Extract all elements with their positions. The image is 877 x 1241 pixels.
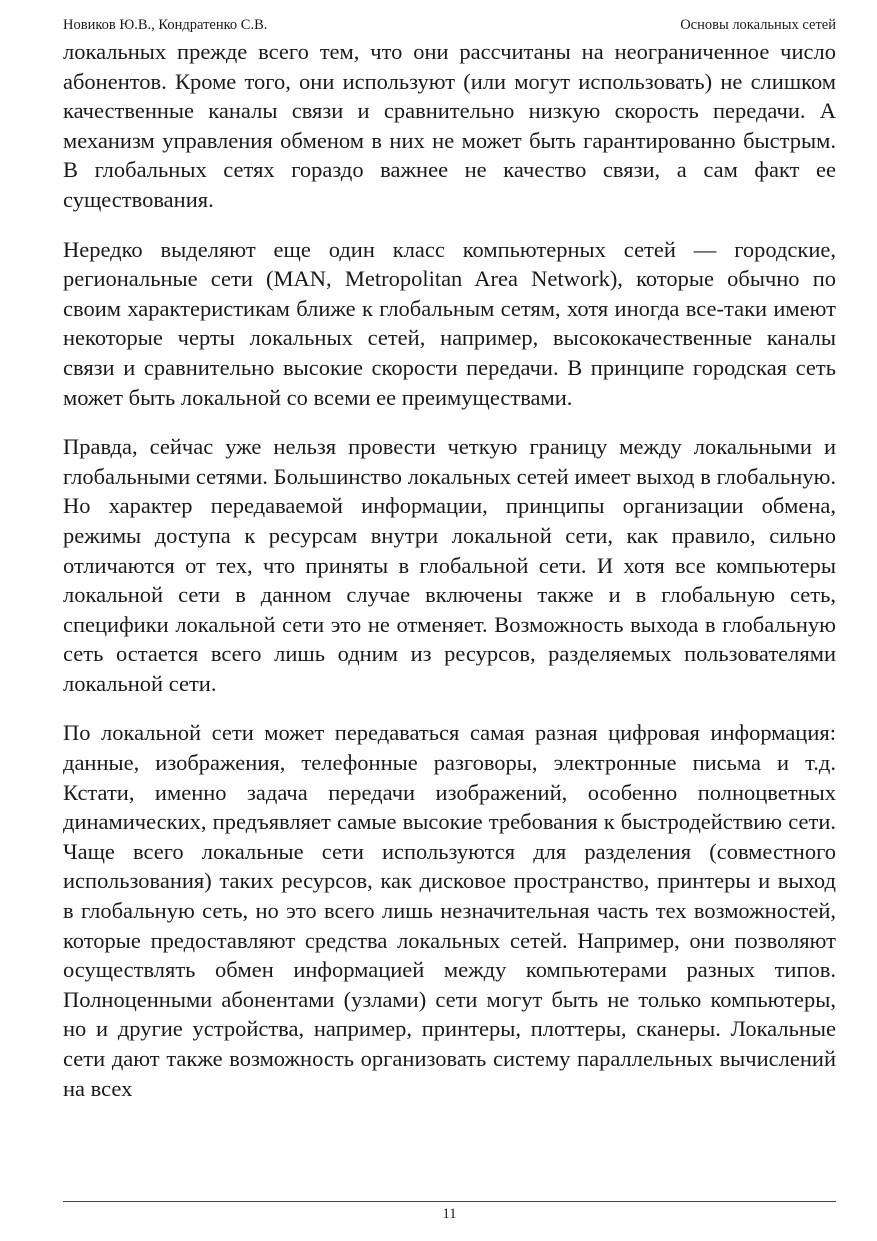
page-number: 11	[442, 1206, 457, 1222]
footer-divider	[63, 1201, 836, 1202]
paragraph-3: Правда, сейчас уже нельзя провести четкую границу между локальными и глобальными сетями. Большинство локальных сетей имеет выход в глобальную. Но характер передаваемой информации, принципы организации обмена, режимы доступа к ресурсам внутри локальной сети, как правило, сильно отличаются от тех, что приняты в глобальной сети. И хотя все компьютеры локальной сети в данном случае включены также и в глобальную сеть, специфики локальной сети это не отменяет. Возможность выхода в глобальную сеть остается всего лишь одним из ресурсов, разделяемых пользователями локальной сети.	[63, 434, 836, 696]
running-header	[63, 15, 836, 35]
header-authors: Новиков Ю.В., Кондратенко С.В.	[63, 17, 268, 33]
paragraph-4: По локальной сети может передаваться самая разная цифровая информация: данные, изображения, телефонные разговоры, электронные письма и т.д. Кстати, именно задача передачи изображений, особенно полноцветных динамических, предъявляет самые высокие требования к быстродействию сети. Чаще всего локальные сети используются для разделения (совместного использования) таких ресурсов, как дисковое пространство, принтеры и выход в глобальную сеть, но это всего лишь незначительная часть тех возможностей, которые предоставляют средства локальных сетей. Например, они позволяют осуществлять обмен информацией между компьютерами разных типов. Полноценными абонентами (узлами) сети могут быть не только компьютеры, но и другие устройства, например, принтеры, плоттеры, сканеры. Локальные сети дают также возможность организовать систему параллельных вычислений на всех	[63, 720, 836, 1101]
body-text	[63, 37, 836, 1123]
paragraph-1: локальных прежде всего тем, что они рассчитаны на неограниченное число абонентов. Кроме того, они используют (или могут использовать) не слишком качественные каналы связи и сравнительно низкую скорость передачи. А механизм управления обменом в них не может быть гарантированно быстрым. В глобальных сетях гораздо важнее не качество связи, а сам факт ее существования.	[63, 39, 836, 212]
header-title: Основы локальных сетей	[680, 17, 836, 33]
paragraph-2: Нередко выделяют еще один класс компьютерных сетей — городские, региональные сети (MAN, Metropolitan Area Network), которые обычно по своим характеристикам ближе к глобальным сетям, хотя иногда все-таки имеют некоторые черты локальных сетей, например, высококачественные каналы связи и сравнительно высокие скорости передачи. В принципе городская сеть может быть локальной со всеми ее преимуществами.	[63, 236, 836, 410]
